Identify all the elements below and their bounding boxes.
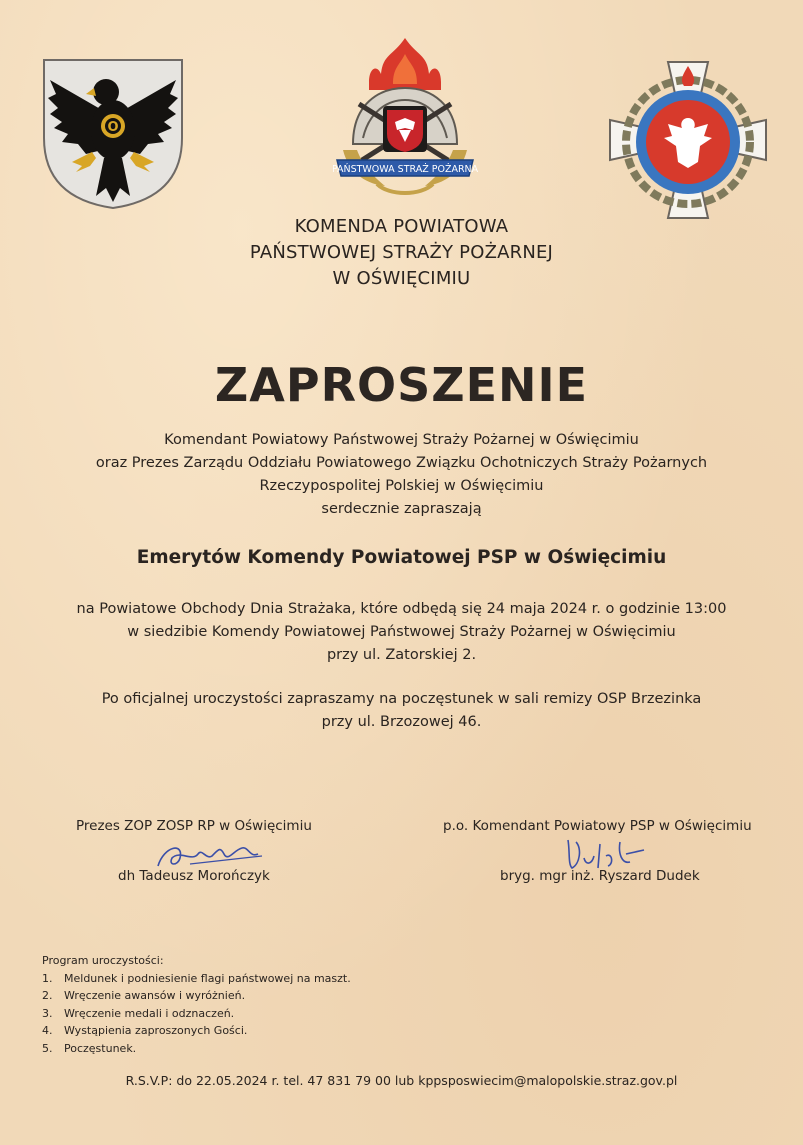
intro-text — [0, 429, 803, 521]
program-item — [42, 970, 351, 988]
program-item-text: Wystąpienia zaproszonych Gości. — [64, 1024, 248, 1037]
coat-of-arms-letter: O — [107, 120, 119, 135]
program-item — [42, 1022, 351, 1040]
right-signatory-name: bryg. mgr inż. Ryszard Dudek — [500, 868, 700, 884]
program-item — [42, 1005, 351, 1023]
intro-line: Komendant Powiatowy Państwowej Straży Pożarnej w Oświęcimiu — [164, 432, 639, 448]
program-item-number: 5. — [42, 1041, 53, 1055]
program-heading: Program uroczystości: — [42, 954, 164, 967]
event-line: w siedzibie Komendy Powiatowej Państwowej Straży Pożarnej w Oświęcimiu — [127, 624, 676, 640]
event-details — [0, 598, 803, 667]
event-line: przy ul. Zatorskiej 2. — [326, 647, 477, 663]
program-item-number: 2. — [42, 989, 53, 1002]
program-item-number: 3. — [42, 1006, 53, 1020]
intro-line: oraz Prezes Zarządu Oddziału Powiatowego Związku Ochotniczych Straży Pożarnych — [95, 455, 708, 471]
coat-of-arms-icon — [42, 58, 184, 210]
program-item-text: Wręczenie awansów i wyróżnień. — [64, 989, 246, 1002]
right-signatory-title: p.o. Komendant Powiatowy PSP w Oświęcimiu — [443, 818, 752, 834]
program-item-number: 1. — [42, 971, 53, 985]
program-item — [42, 987, 351, 1005]
intro-line: serdecznie zapraszają — [321, 501, 482, 517]
reception-details — [0, 688, 803, 734]
program-item-text: Poczęstunek. — [64, 1041, 137, 1055]
program-item-number: 4. — [42, 1024, 53, 1037]
psp-emblem-ribbon-text: PAŃSTWOWA STRAŻ POŻARNA — [333, 164, 478, 175]
program-list — [42, 952, 351, 1057]
event-line: na Powiatowe Obchody Dnia Strażaka, które odbędą się 24 maja 2024 r. o godzinie 13:00 — [76, 601, 727, 617]
osp-cross-emblem-icon — [606, 58, 770, 222]
reception-line: Po oficjalnej uroczystości zapraszamy na poczęstunek w sali remizy OSP Brzezinka — [101, 691, 702, 707]
header-institution-name — [0, 214, 803, 292]
intro-line: Rzeczypospolitej Polskiej w Oświęcimiu — [259, 478, 544, 494]
rsvp-line: R.S.V.P: do 22.05.2024 r. tel. 47 831 79 00 lub kppsposwiecim@malopolskie.straz.gov.pl — [125, 1073, 678, 1088]
reception-line: przy ul. Brzozowej 46. — [321, 714, 482, 730]
left-signatory-title: Prezes ZOP ZOSP RP w Oświęcimiu — [76, 818, 312, 834]
left-signatory-name: dh Tadeusz Morończyk — [118, 868, 270, 884]
header-line: W OŚWIĘCIMIU — [332, 268, 471, 289]
invited-guests: Emerytów Komendy Powiatowej PSP w Oświęcimiu — [136, 547, 667, 568]
program-item-text: Wręczenie medali i odznaczeń. — [64, 1006, 235, 1020]
header-line: KOMENDA POWIATOWA — [294, 216, 509, 237]
program-item-text: Meldunek i podniesienie flagi państwowej na maszt. — [64, 971, 351, 985]
document-title: ZAPROSZENIE — [214, 358, 589, 412]
psp-emblem-icon — [333, 34, 478, 204]
header-line: PAŃSTWOWEJ STRAŻY POŻARNEJ — [249, 242, 554, 263]
program-item — [42, 1040, 351, 1058]
